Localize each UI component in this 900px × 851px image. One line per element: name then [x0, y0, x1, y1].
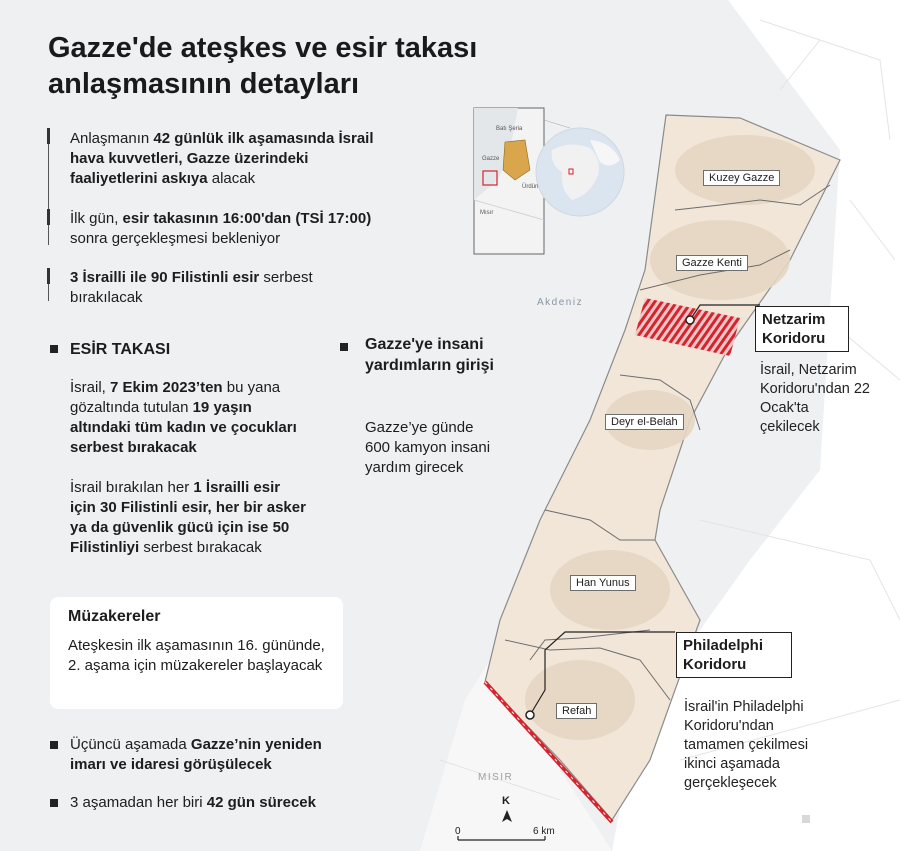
section-bullet: [50, 345, 58, 353]
city-label-refah: Refah: [556, 703, 597, 719]
prisoner-exchange-heading: ESİR TAKASI: [70, 341, 171, 358]
bullet-marker: [47, 128, 50, 144]
bullet-marker: [47, 268, 50, 284]
aid-body: Gazze’ye günde 600 kamyon insani yardım girecek: [365, 419, 491, 476]
globe-icon: [536, 128, 624, 216]
city-label-gazze-kenti: Gazze Kenti: [676, 255, 748, 271]
philadelphi-title: Philadelphi Koridoru: [676, 632, 792, 678]
inset-label-gaza: Gazze: [482, 156, 500, 162]
bottom-item-1: Üçüncü aşamada Gazze’nin yeniden imarı ve idaresi görüşülecek: [70, 736, 322, 773]
netzarim-text: İsrail, Netzarim Koridoru'ndan 22 Ocak'ta çekilecek: [760, 362, 870, 435]
scale-start: 0: [455, 826, 461, 837]
aid-heading: Gazze'ye insani yardımların girişi: [365, 336, 494, 374]
negotiations-body: Ateşkesin ilk aşamasının 16. gününde, 2. aşama için müzakereler başlayacak: [68, 637, 325, 674]
bullet-marker: [47, 209, 50, 225]
intro-rule: [48, 128, 49, 245]
city-label-kuzey-gazze: Kuzey Gazze: [703, 170, 780, 186]
philadelphi-text: İsrail'in Philadelphi Koridoru'ndan tamamen çekilmesi ikinci aşamada gerçekleşecek: [684, 699, 809, 791]
inset-label-west-bank: Batı Şeria: [496, 126, 523, 132]
netzarim-title: Netzarim Koridoru: [755, 306, 849, 352]
inset-label-jordan: Ürdün: [522, 184, 539, 190]
north-label: K: [502, 795, 510, 807]
page-title: Gazze'de ateşkes ve esir takası anlaşmasının detayları: [48, 32, 478, 100]
section-bullet: [340, 343, 348, 351]
intro-item-2: İlk gün, esir takasının 16:00'dan (TSİ 17:00) sonra gerçekleşmesi bekleniyor: [70, 210, 372, 247]
section-bullet: [50, 799, 58, 807]
intro-item-3: 3 İsrailli ile 90 Filistinli esir serbest bırakılacak: [70, 269, 313, 306]
city-label-deyr-el-belah: Deyr el-Belah: [605, 414, 684, 430]
sea-label: Akdeniz: [537, 297, 584, 308]
city-label-han-yunus: Han Yunus: [570, 575, 636, 591]
prisoner-exchange-p1: İsrail, 7 Ekim 2023’ten bu yana gözaltında tutulan 19 yaşın altındaki tüm kadın ve çocukları serbest bırakacak: [70, 379, 297, 456]
country-label-egypt: MISIR: [478, 772, 514, 783]
bottom-item-2: 3 aşamadan her biri 42 gün sürecek: [70, 794, 316, 811]
inset-label-egypt: Mısır: [480, 210, 494, 216]
scale-end: 6 km: [533, 826, 555, 837]
intro-item-1: Anlaşmanın 42 günlük ilk aşamasında İsrail hava kuvvetleri, Gazze üzerindeki faaliyetlerini askıya alacak: [70, 130, 374, 187]
section-bullet: [50, 741, 58, 749]
prisoner-exchange-p2: İsrail bırakılan her 1 İsrailli esir için 30 Filistinli esir, her bir asker ya da güvenlik gücü için ise 50 Filistinliyi serbest bırakacak: [70, 479, 306, 556]
negotiations-heading: Müzakereler: [68, 608, 161, 625]
